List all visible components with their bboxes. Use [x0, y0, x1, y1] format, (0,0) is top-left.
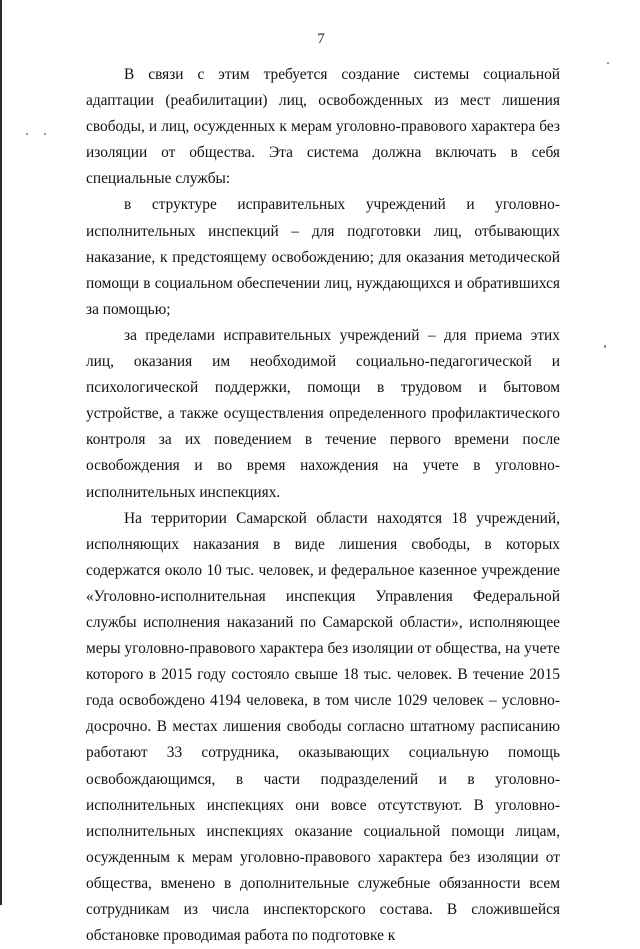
scan-speck [604, 345, 606, 348]
paragraph-outside-institutions: за пределами исправительных учреждений – для приема этих лиц, оказания им необходимой социально-педагогической и психологической поддержки, помощи в трудовом и бытовом устройстве, а также осуществления определенного профилактического контроля за их поведением в течение первого времени после освобождения и во время нахождения на учете в уголовно-исполнительных инспекциях. [86, 326, 560, 501]
scan-speck [44, 133, 46, 135]
document-body [86, 62, 560, 949]
scan-speck [26, 133, 28, 135]
page-number: 7 [317, 31, 325, 47]
paragraph-within-institutions: в структуре исправительных учреждений и уголовно-исполнительных инспекций – для подготовки лиц, отбывающих наказание, к предстоящему освобождению; для оказания методической помощи в социальном обеспечении лиц, нуждающихся и обратившихся за помощью; [86, 196, 560, 318]
scan-speck [607, 62, 609, 64]
paragraph-samara-region: На территории Самарской области находятся 18 учреждений, исполняющих наказания в виде лишения свободы, в которых содержатся около 10 тыс. человек, и федеральное казенное учреждение «Уголовно-исполнительная инспекция Управления Федеральной службы исполнения наказаний по Самарской области», исполняющее меры уголовно-правового характера без изоляции от общества, на учете которого в 2015 году состояло свыше 18 тыс. человек. В течение 2015 года освобождено 4194 человека, в том числе 1029 человек – условно-досрочно. В местах лишения свободы согласно штатному расписанию работают 33 сотрудника, оказывающих социальную помощь освобождающимся, в части подразделений и в уголовно-исполнительных инспекциях они вовсе отсутствуют. В уголовно-исполнительных инспекциях оказание социальной помощи лицам, осужденным к мерам уголовно-правового характера без изоляции от общества, вменено в дополнительные служебные обязанности всем сотрудникам из числа инспекторского состава. В сложившейся обстановке проводимая работа по подготовке к [86, 509, 560, 945]
paragraph-social-adaptation: В связи с этим требуется создание системы социальной адаптации (реабилитации) лиц, освобожденных из мест лишения свободы, и лиц, осужденных к мерам уголовно-правового характера без изоляции от общества. Эта система должна включать в себя специальные службы: [86, 66, 560, 188]
